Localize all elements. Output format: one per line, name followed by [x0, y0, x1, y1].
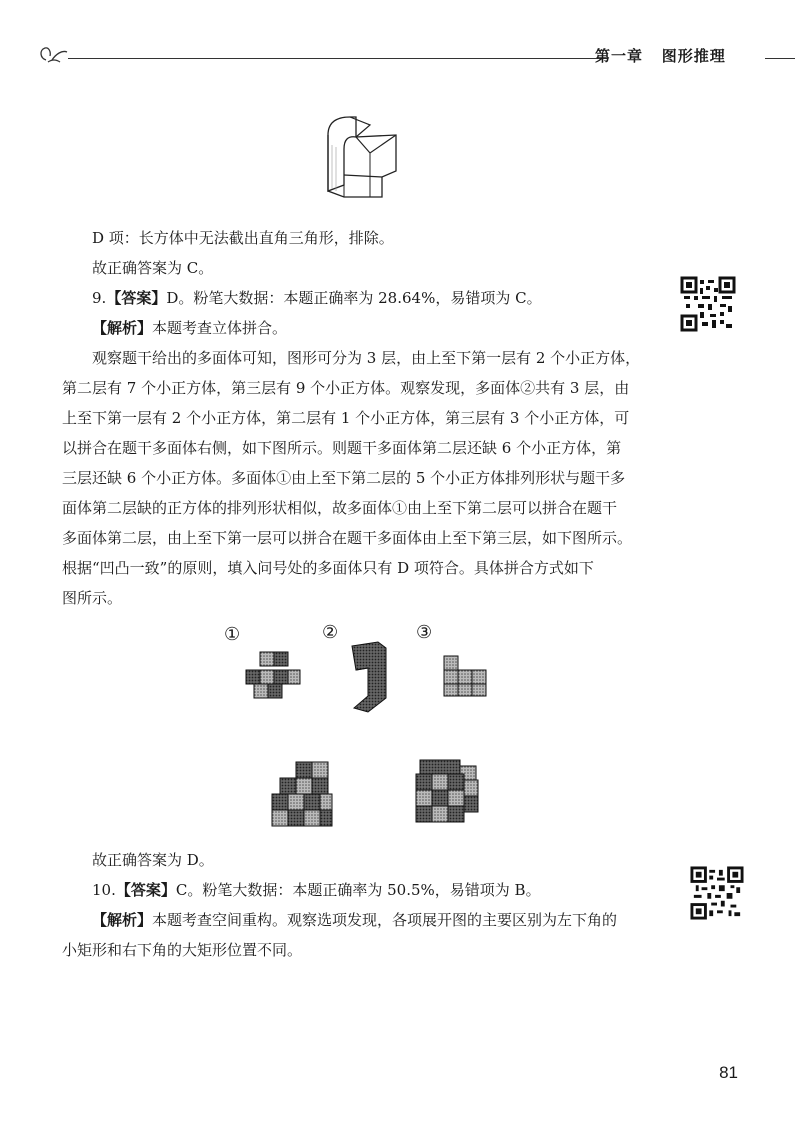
polyhedron-2: [352, 642, 386, 712]
d-option-line: D 项：长方体中无法截出直角三角形，排除。: [92, 229, 394, 247]
page-header: [30, 40, 790, 70]
q10-analysis-line: [62, 905, 662, 935]
q10-analysis-line-2: 小矩形和右下角的大矩形位置不同。: [62, 941, 303, 959]
q9-answer-tag: 【答案】: [106, 289, 167, 307]
figure-label-2: ②: [322, 622, 339, 643]
q9-answer-text: D。粉笔大数据：本题正确率为 28.64%，易错项为 C。: [166, 289, 542, 307]
qr-code-icon[interactable]: [680, 276, 736, 332]
q9-body-line: 以拼合在题干多面体右侧，如下图所示。则题干多面体第二层还缺 6 个小正方体，第: [62, 439, 622, 457]
q9-body-line: 上至下第一层有 2 个小正方体，第二层有 1 个小正方体，第三层有 3 个小正方体，可: [62, 409, 630, 427]
q9-answer-line: [62, 283, 662, 313]
solid-cut-figure: [310, 105, 420, 205]
q9-body-line: 多面体第二层，由上至下第一层可以拼合在题干多面体由上至下第三层，如下图所示。: [62, 529, 633, 547]
answer-d-line: 故正确答案为 D。: [92, 851, 214, 869]
q10-number: 10.: [92, 881, 116, 899]
text-block-q10: [62, 845, 662, 965]
page-number: 81: [719, 1063, 738, 1082]
text-block-d-option: [62, 223, 662, 613]
combined-polyhedron-left: [272, 762, 332, 826]
q10-answer-line: [62, 875, 662, 905]
answer-c-line: 故正确答案为 C。: [92, 259, 214, 277]
q9-analysis-tag: 【解析】: [92, 319, 153, 337]
q9-body-line: 三层还缺 6 个小正方体。多面体①由上至下第二层的 5 个小正方体排列形状与题干多: [62, 469, 626, 487]
cube-assembly-figures: [230, 640, 530, 840]
header-rule-left: [68, 58, 608, 59]
polyhedron-1: [246, 652, 300, 698]
q9-body-line: 面体第二层缺的正方体的排列形状相似，故多面体①由上至下第二层可以拼合在题干: [62, 499, 618, 517]
q10-analysis-text: 本题考查空间重构。观察选项发现，各项展开图的主要区别为左下角的: [152, 911, 618, 929]
q9-number: 9.: [92, 289, 107, 307]
q9-body-line: 图所示。: [62, 589, 123, 607]
q9-body-line: 观察题干给出的多面体可知，图形可分为 3 层，由上至下第一层有 2 个小正方体，: [92, 349, 641, 367]
polyhedron-3: [444, 656, 486, 696]
qr-code-icon[interactable]: [690, 866, 744, 920]
header-rule-right: [765, 58, 795, 59]
q9-body-line: 第二层有 7 个小正方体，第三层有 9 个小正方体。观察发现，多面体②共有 3 层，由: [62, 379, 630, 397]
leaf-icon: [36, 42, 70, 64]
q10-analysis-tag: 【解析】: [92, 911, 153, 929]
q10-answer-text: C。粉笔大数据：本题正确率为 50.5%，易错项为 B。: [175, 881, 541, 899]
chapter-title: 第一章 图形推理: [595, 47, 726, 65]
figure-label-3: ③: [416, 622, 433, 643]
q9-analysis-text: 本题考查立体拼合。: [152, 319, 288, 337]
q10-answer-tag: 【答案】: [115, 881, 176, 899]
combined-polyhedron-right: [416, 760, 478, 822]
q9-analysis-line: [62, 313, 662, 343]
q9-body-line: 根据“凹凸一致”的原则，填入问号处的多面体只有 D 项符合。具体拼合方式如下: [62, 559, 594, 577]
figure-label-1: ①: [224, 624, 241, 645]
